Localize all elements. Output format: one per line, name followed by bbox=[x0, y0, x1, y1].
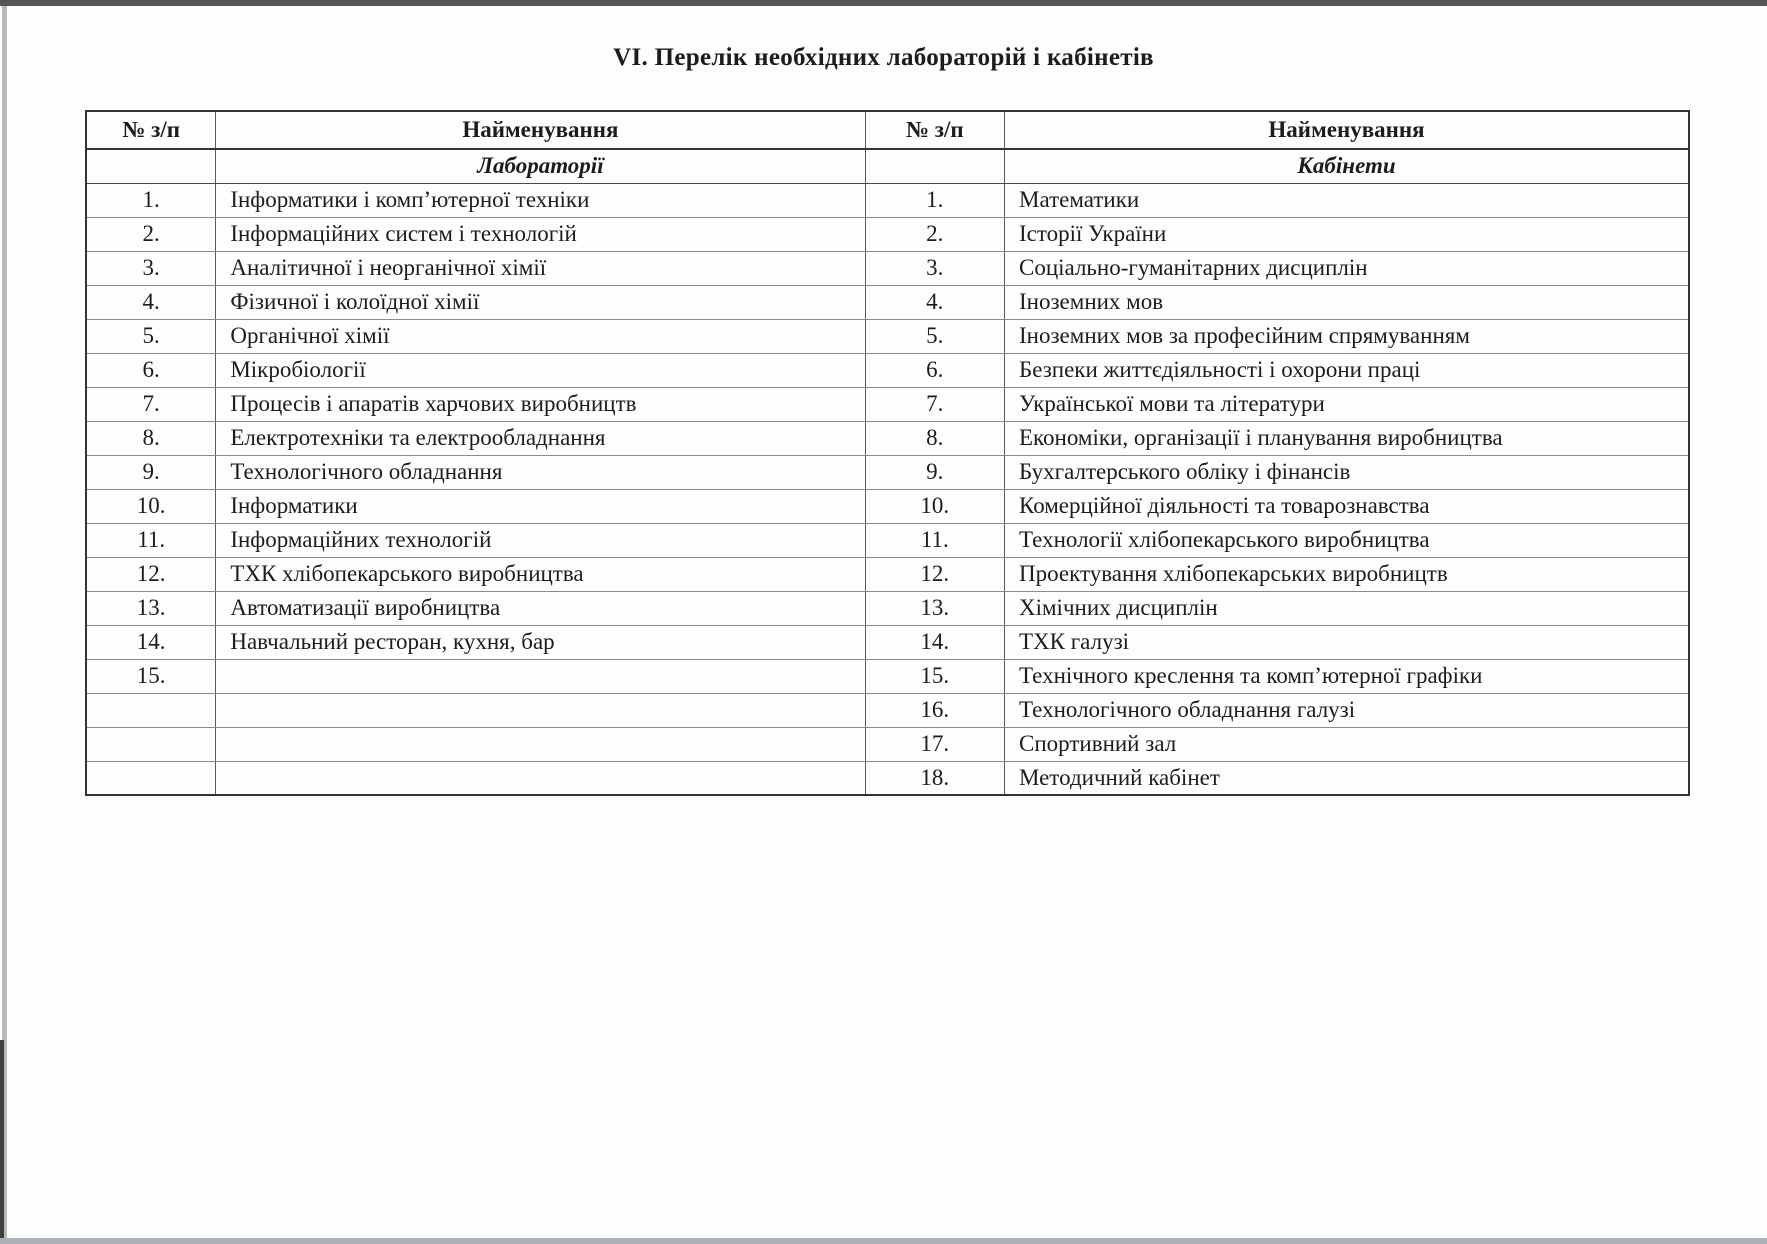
cabinet-name-cell: Іноземних мов за професійним спрямуванням bbox=[1005, 319, 1690, 353]
cabinet-name-cell: Технології хлібопекарського виробництва bbox=[1005, 523, 1690, 557]
lab-name-cell: Автоматизації виробництва bbox=[216, 591, 865, 625]
cabinet-number-cell: 9. bbox=[865, 455, 1004, 489]
scan-edge-left-dark bbox=[0, 1040, 4, 1244]
table-row bbox=[86, 489, 1689, 523]
cabinet-name-cell: Безпеки життєдіяльності і охорони праці bbox=[1005, 353, 1690, 387]
cabinet-number-cell: 4. bbox=[865, 285, 1004, 319]
cabinet-number-cell: 17. bbox=[865, 727, 1004, 761]
name-header-left: Найменування bbox=[216, 111, 865, 149]
cabinet-name-cell: Хімічних дисциплін bbox=[1005, 591, 1690, 625]
table-row bbox=[86, 285, 1689, 319]
lab-name-cell: Інформаційних технологій bbox=[216, 523, 865, 557]
lab-number-cell: 12. bbox=[86, 557, 216, 591]
table-row bbox=[86, 693, 1689, 727]
cabinet-name-cell: Методичний кабінет bbox=[1005, 761, 1690, 795]
cabinet-number-cell: 1. bbox=[865, 183, 1004, 217]
table-row bbox=[86, 523, 1689, 557]
cabinets-section-title: Кабінети bbox=[1005, 149, 1690, 183]
lab-name-cell: ТХК хлібопекарського виробництва bbox=[216, 557, 865, 591]
page-title: VI. Перелік необхідних лабораторій і кабінетів bbox=[613, 44, 1154, 71]
table-row bbox=[86, 251, 1689, 285]
cabinet-number-cell: 8. bbox=[865, 421, 1004, 455]
lab-number-cell: 8. bbox=[86, 421, 216, 455]
lab-number-cell: 2. bbox=[86, 217, 216, 251]
lab-number-cell bbox=[86, 761, 216, 795]
lab-name-cell: Електротехніки та електрообладнання bbox=[216, 421, 865, 455]
cabinet-number-cell: 5. bbox=[865, 319, 1004, 353]
scan-edge-top bbox=[0, 0, 1767, 6]
lab-number-cell: 9. bbox=[86, 455, 216, 489]
lab-name-cell: Інформатики і комп’ютерної техніки bbox=[216, 183, 865, 217]
cabinet-name-cell: Комерційної діяльності та товарознавства bbox=[1005, 489, 1690, 523]
cabinet-name-cell: Бухгалтерського обліку і фінансів bbox=[1005, 455, 1690, 489]
cabinet-name-cell: Проектування хлібопекарських виробництв bbox=[1005, 557, 1690, 591]
lab-number-cell: 10. bbox=[86, 489, 216, 523]
table-row bbox=[86, 387, 1689, 421]
lab-number-cell: 1. bbox=[86, 183, 216, 217]
name-header-right: Найменування bbox=[1005, 111, 1690, 149]
lab-name-cell: Фізичної і колоїдної хімії bbox=[216, 285, 865, 319]
section-title-row bbox=[86, 149, 1689, 183]
cabinet-number-cell: 16. bbox=[865, 693, 1004, 727]
lab-number-cell: 3. bbox=[86, 251, 216, 285]
cabinet-name-cell: Історії України bbox=[1005, 217, 1690, 251]
table-row bbox=[86, 625, 1689, 659]
table-row bbox=[86, 761, 1689, 795]
cabinet-name-cell: Технологічного обладнання галузі bbox=[1005, 693, 1690, 727]
lab-name-cell: Інформаційних систем і технологій bbox=[216, 217, 865, 251]
lab-name-cell bbox=[216, 727, 865, 761]
lab-name-cell: Інформатики bbox=[216, 489, 865, 523]
lab-name-cell: Мікробіології bbox=[216, 353, 865, 387]
cabinet-number-cell: 3. bbox=[865, 251, 1004, 285]
cabinet-name-cell: Математики bbox=[1005, 183, 1690, 217]
lab-number-cell: 15. bbox=[86, 659, 216, 693]
lab-name-cell: Технологічного обладнання bbox=[216, 455, 865, 489]
empty-cell bbox=[86, 149, 216, 183]
cabinet-number-cell: 13. bbox=[865, 591, 1004, 625]
cabinet-name-cell: Соціально-гуманітарних дисциплін bbox=[1005, 251, 1690, 285]
lab-number-cell: 13. bbox=[86, 591, 216, 625]
cabinet-number-cell: 14. bbox=[865, 625, 1004, 659]
cabinet-number-cell: 7. bbox=[865, 387, 1004, 421]
lab-name-cell bbox=[216, 761, 865, 795]
lab-number-cell bbox=[86, 727, 216, 761]
scan-edge-bottom bbox=[0, 1238, 1767, 1244]
lab-name-cell: Навчальний ресторан, кухня, бар bbox=[216, 625, 865, 659]
cabinet-number-cell: 2. bbox=[865, 217, 1004, 251]
cabinet-number-cell: 10. bbox=[865, 489, 1004, 523]
cabinet-name-cell: Технічного креслення та комп’ютерної графіки bbox=[1005, 659, 1690, 693]
cabinet-name-cell: Спортивний зал bbox=[1005, 727, 1690, 761]
cabinet-number-cell: 12. bbox=[865, 557, 1004, 591]
table-row bbox=[86, 319, 1689, 353]
table-row bbox=[86, 353, 1689, 387]
lab-number-cell: 6. bbox=[86, 353, 216, 387]
num-header-left: № з/п bbox=[86, 111, 216, 149]
table-row bbox=[86, 183, 1689, 217]
cabinet-name-cell: Іноземних мов bbox=[1005, 285, 1690, 319]
lab-number-cell: 7. bbox=[86, 387, 216, 421]
lab-name-cell bbox=[216, 693, 865, 727]
lab-number-cell bbox=[86, 693, 216, 727]
lab-name-cell: Процесів і апаратів харчових виробництв bbox=[216, 387, 865, 421]
table-row bbox=[86, 421, 1689, 455]
table-row bbox=[86, 455, 1689, 489]
lab-number-cell: 4. bbox=[86, 285, 216, 319]
lab-number-cell: 5. bbox=[86, 319, 216, 353]
lab-number-cell: 11. bbox=[86, 523, 216, 557]
table-row bbox=[86, 727, 1689, 761]
lab-name-cell bbox=[216, 659, 865, 693]
cabinet-number-cell: 15. bbox=[865, 659, 1004, 693]
cabinet-name-cell: ТХК галузі bbox=[1005, 625, 1690, 659]
labs-section-title: Лабораторії bbox=[216, 149, 865, 183]
cabinet-number-cell: 18. bbox=[865, 761, 1004, 795]
table-header-row bbox=[86, 111, 1689, 149]
lab-name-cell: Аналітичної і неорганічної хімії bbox=[216, 251, 865, 285]
lab-number-cell: 14. bbox=[86, 625, 216, 659]
cabinet-number-cell: 11. bbox=[865, 523, 1004, 557]
num-header-right: № з/п bbox=[865, 111, 1004, 149]
labs-cabinets-table bbox=[85, 110, 1690, 796]
table-row bbox=[86, 659, 1689, 693]
lab-name-cell: Органічної хімії bbox=[216, 319, 865, 353]
cabinet-name-cell: Економіки, організації і планування виробництва bbox=[1005, 421, 1690, 455]
cabinet-number-cell: 6. bbox=[865, 353, 1004, 387]
table-row bbox=[86, 217, 1689, 251]
empty-cell bbox=[865, 149, 1004, 183]
table-row bbox=[86, 591, 1689, 625]
cabinet-name-cell: Української мови та літератури bbox=[1005, 387, 1690, 421]
table-row bbox=[86, 557, 1689, 591]
